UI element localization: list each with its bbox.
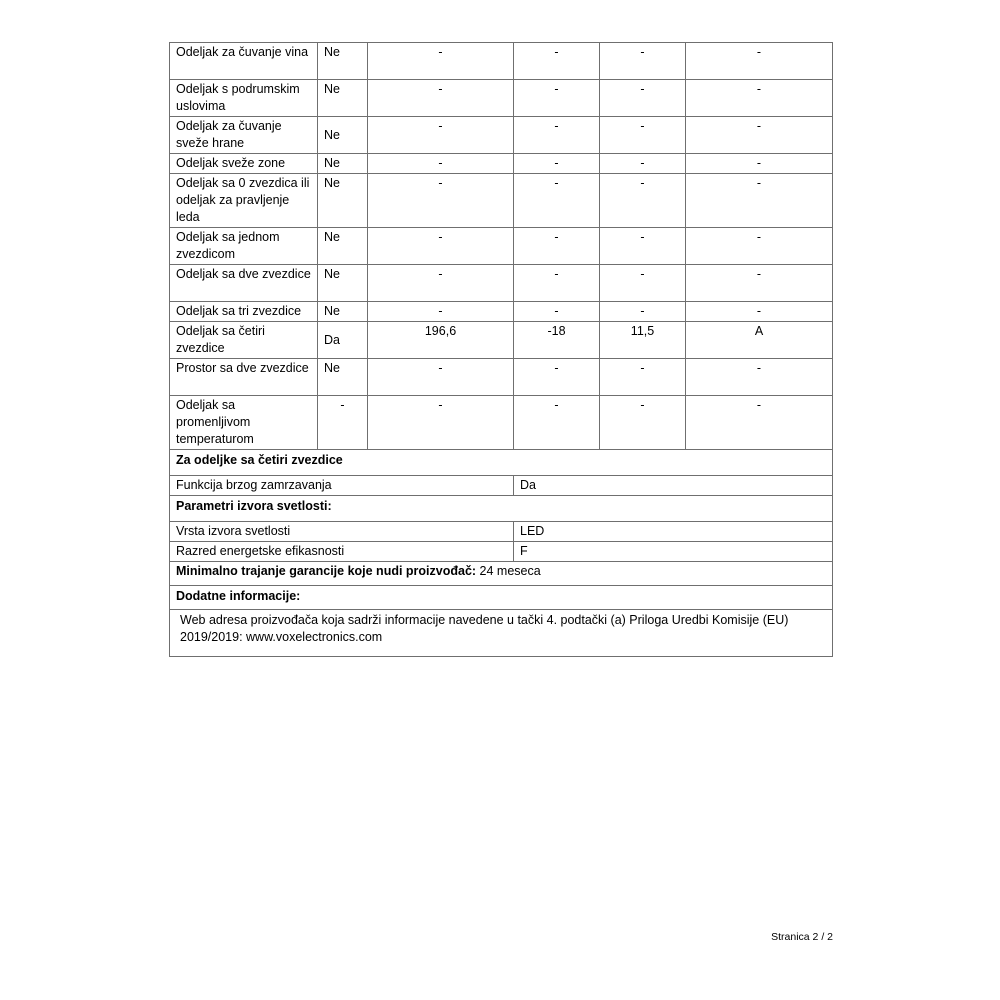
fast-freeze-row	[170, 476, 833, 496]
section-header-additional	[170, 586, 833, 610]
compartment-name: Odeljak sa 0 zvezdica ili odeljak za pravljenje leda	[170, 174, 318, 228]
table-row	[170, 117, 833, 154]
light-class-row	[170, 542, 833, 562]
compartment-value: -	[686, 117, 833, 154]
compartment-value: -	[514, 80, 600, 117]
four-star-heading: Za odeljke sa četiri zvezdice	[170, 450, 833, 476]
compartment-value: -	[686, 265, 833, 302]
compartment-value: -	[514, 117, 600, 154]
compartment-value: -	[514, 265, 600, 302]
compartment-value: -	[686, 359, 833, 396]
light-heading: Parametri izvora svetlosti:	[170, 496, 833, 522]
compartment-present: Ne	[318, 302, 368, 322]
compartment-value: -	[686, 154, 833, 174]
compartment-name: Prostor sa dve zvezdice	[170, 359, 318, 396]
compartment-name: Odeljak za čuvanje vina	[170, 43, 318, 80]
additional-info-row	[170, 610, 833, 657]
compartment-rows	[170, 43, 833, 657]
table-row	[170, 396, 833, 450]
compartment-name: Odeljak sa četiri zvezdice	[170, 322, 318, 359]
light-class-label: Razred energetske efikasnosti	[170, 542, 514, 562]
table-row	[170, 302, 833, 322]
compartment-value: -	[600, 117, 686, 154]
compartment-value: -	[368, 396, 514, 450]
compartment-name: Odeljak sveže zone	[170, 154, 318, 174]
compartment-value: -	[368, 174, 514, 228]
compartment-name: Odeljak sa tri zvezdice	[170, 302, 318, 322]
compartment-value: -	[600, 228, 686, 265]
compartment-value: -	[514, 174, 600, 228]
compartment-present: Ne	[318, 117, 368, 154]
compartment-value: -	[368, 154, 514, 174]
compartment-value: -	[600, 43, 686, 80]
compartment-value: -	[600, 302, 686, 322]
compartment-value: -	[686, 174, 833, 228]
additional-heading: Dodatne informacije:	[170, 586, 833, 610]
compartment-value: -	[686, 228, 833, 265]
compartment-value: A	[686, 322, 833, 359]
light-type-value: LED	[514, 522, 833, 542]
compartment-value: -	[368, 117, 514, 154]
fast-freeze-label: Funkcija brzog zamrzavanja	[170, 476, 514, 496]
table-row	[170, 174, 833, 228]
compartment-value: -	[600, 174, 686, 228]
section-header-four-star	[170, 450, 833, 476]
light-type-row	[170, 522, 833, 542]
compartment-value: -	[368, 80, 514, 117]
compartment-present: Ne	[318, 359, 368, 396]
compartment-present: Ne	[318, 228, 368, 265]
warranty-label: Minimalno trajanje garancije koje nudi proizvođač:	[176, 564, 477, 578]
compartment-present: Ne	[318, 80, 368, 117]
table-row	[170, 265, 833, 302]
compartment-value: -	[686, 80, 833, 117]
compartment-present: -	[318, 396, 368, 450]
page-number: Stranica 2 / 2	[771, 931, 833, 943]
additional-info-text: Web adresa proizvođača koja sadrži informacije navedene u tački 4. podtački (a) Priloga Uredbi Komisije (EU) 2019/2019: www.voxelectronics.com	[170, 610, 833, 657]
compartment-value: -	[368, 359, 514, 396]
compartment-present: Ne	[318, 154, 368, 174]
compartment-value: -18	[514, 322, 600, 359]
warranty-cell	[170, 562, 833, 586]
compartment-present: Ne	[318, 265, 368, 302]
table-row	[170, 154, 833, 174]
compartment-value: -	[686, 396, 833, 450]
compartment-value: -	[514, 154, 600, 174]
compartment-value: -	[600, 396, 686, 450]
compartment-name: Odeljak sa dve zvezdice	[170, 265, 318, 302]
compartment-name: Odeljak za čuvanje sveže hrane	[170, 117, 318, 154]
warranty-value: 24 meseca	[476, 564, 541, 578]
compartment-present: Da	[318, 322, 368, 359]
compartment-present: Ne	[318, 174, 368, 228]
compartment-name: Odeljak sa promenljivom temperaturom	[170, 396, 318, 450]
compartment-present: Ne	[318, 43, 368, 80]
compartment-value: -	[514, 396, 600, 450]
section-header-light	[170, 496, 833, 522]
light-class-value: F	[514, 542, 833, 562]
spec-table	[169, 42, 833, 657]
compartment-value: -	[600, 359, 686, 396]
table-row	[170, 80, 833, 117]
compartment-value: -	[600, 154, 686, 174]
table-row	[170, 359, 833, 396]
compartment-value: -	[514, 302, 600, 322]
compartment-value: -	[368, 302, 514, 322]
compartment-value: -	[686, 302, 833, 322]
fast-freeze-value: Da	[514, 476, 833, 496]
table-row	[170, 322, 833, 359]
compartment-value: -	[686, 43, 833, 80]
light-type-label: Vrsta izvora svetlosti	[170, 522, 514, 542]
compartment-value: -	[600, 80, 686, 117]
table-row	[170, 228, 833, 265]
compartment-value: -	[600, 265, 686, 302]
compartment-value: 196,6	[368, 322, 514, 359]
table-row	[170, 43, 833, 80]
compartment-value: -	[368, 43, 514, 80]
warranty-row	[170, 562, 833, 586]
compartment-value: -	[368, 265, 514, 302]
compartment-value: 11,5	[600, 322, 686, 359]
compartment-name: Odeljak sa jednom zvezdicom	[170, 228, 318, 265]
compartment-value: -	[514, 359, 600, 396]
compartment-value: -	[514, 228, 600, 265]
compartment-value: -	[514, 43, 600, 80]
compartment-name: Odeljak s podrumskim uslovima	[170, 80, 318, 117]
compartment-value: -	[368, 228, 514, 265]
